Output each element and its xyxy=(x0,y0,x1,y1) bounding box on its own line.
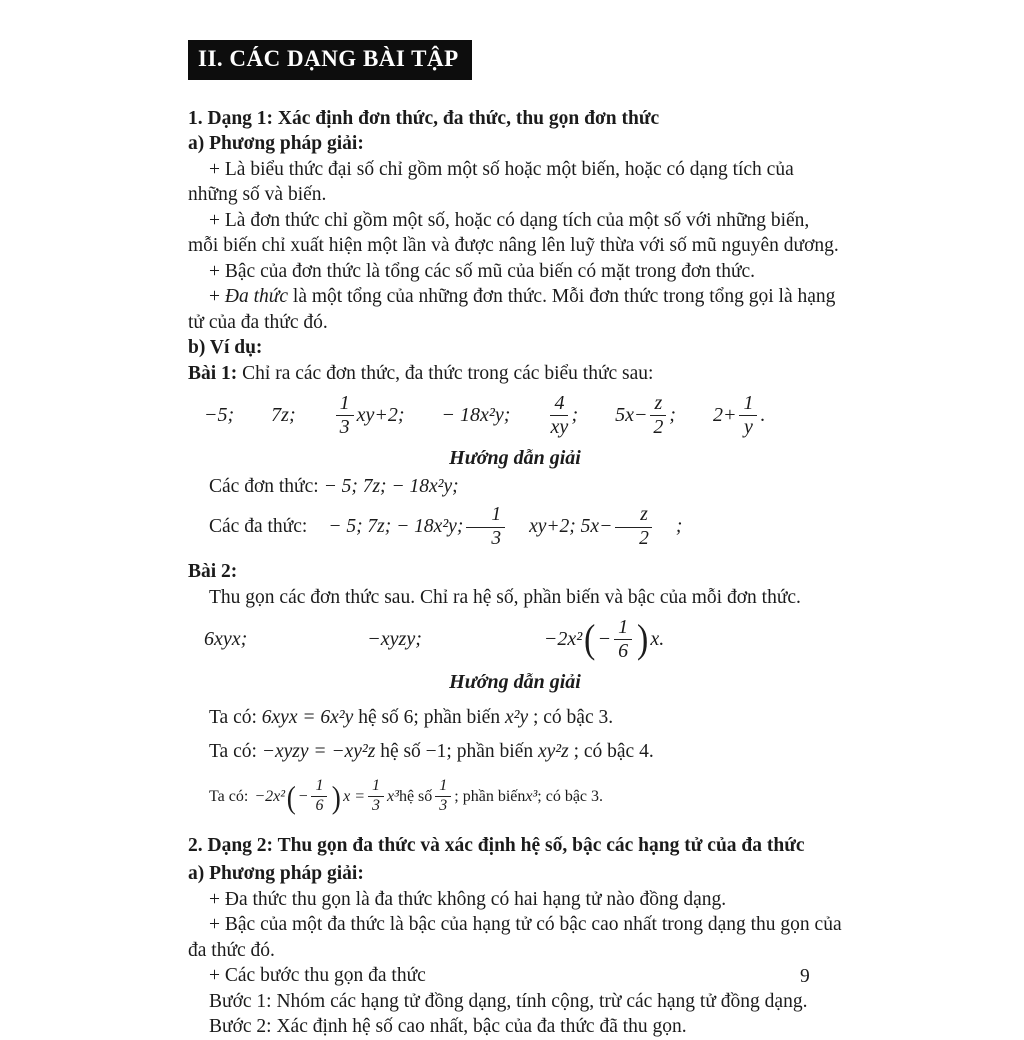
bai2-statement: Thu gọn các đơn thức sau. Chỉ ra hệ số, phần biến và bậc của mỗi đơn thức. xyxy=(209,586,801,608)
fraction-1-6: $\frac{1}{6}$ xyxy=(311,778,327,815)
bullet-plus: + xyxy=(209,286,225,308)
fraction-1-3: $\frac{1}{3}$ xyxy=(435,778,451,815)
dang1-example-heading: b) Ví dụ: xyxy=(188,337,263,359)
expression-7z: 7z; xyxy=(271,403,296,426)
dang2-bullet-1: + Đa thức thu gọn là đa thức không có hai hạng tử nào đồng dạng. xyxy=(209,888,727,910)
expression-2x2-frac: −2x² ( − $\frac{1}{6}$ ) x. xyxy=(543,615,665,662)
dang2-bullet-2: + Bậc của một đa thức là bậc của hạng tử có bậc cao nhất trong dạng thu gọn của đa thức đó. xyxy=(188,914,842,961)
dang2-bullet-3: + Các bước thu gọn đa thức xyxy=(209,965,426,987)
fraction-z-2: $\frac{z}{2}$ xyxy=(650,393,666,438)
bai2-expressions xyxy=(188,612,842,666)
fraction-1-y: $\frac{1}{y}$ xyxy=(739,393,757,438)
term-da-thuc: Đa thức xyxy=(224,286,289,308)
expression-minus5: −5; xyxy=(204,403,235,426)
bai2-solution-line-3: Ta có: −2x² ( − $\frac{1}{6}$ ) x = $\frac{1}{3}$ x³ hệ số $\frac{1}{3}$ ; phần biến x³ ; có bậc 3. xyxy=(209,777,604,815)
dang2-title: 2. Dạng 2: Thu gọn đa thức và xác định hệ số, bậc các hạng tử của đa thức xyxy=(188,834,805,856)
bai2-solution-line-2: Ta có: −xyzy = −xy²z hệ số −1; phần biến xy²z ; có bậc 4. xyxy=(209,741,654,763)
section-banner-title: II. CÁC DẠNG BÀI TẬP xyxy=(198,46,459,71)
bai2-solution-line-1: Ta có: 6xyx = 6x²y hệ số 6; phần biến x²y ; có bậc 3. xyxy=(209,706,614,728)
dang2-method-heading: a) Phương pháp giải: xyxy=(188,863,364,885)
fraction-1-6: $\frac{1}{6}$ xyxy=(614,617,632,662)
bai1-polynomials-line: Các đa thức: − 5; 7z; − 18x²y; $\frac{1}{3}$ xy+2; 5x− $\frac{z}{2}$ ; xyxy=(209,504,683,549)
dang1-method-heading: a) Phương pháp giải: xyxy=(188,133,364,155)
fraction-1-3: $\frac{1}{3}$ xyxy=(466,505,505,549)
expression-xyzy: −xyzy; xyxy=(367,627,422,650)
bai2-label: Bài 2: xyxy=(188,561,238,583)
expression-5x-z2: 5x− $\frac{z}{2}$ ; xyxy=(615,391,676,438)
dang2-step-2: Bước 2: Xác định hệ số cao nhất, bậc của đa thức đã thu gọn. xyxy=(209,1016,687,1038)
fraction-1-3: $\frac{1}{3}$ xyxy=(368,778,384,815)
expression-2-plus-1y: 2+ $\frac{1}{y}$ . xyxy=(712,391,766,438)
expression-18x2y: − 18x²y; xyxy=(441,403,511,426)
fraction-1-3: $\frac{1}{3}$ xyxy=(336,393,354,438)
dang1-bullet-4 xyxy=(188,284,842,335)
expression-third-xy: $\frac{1}{3}$ xy+2; xyxy=(333,393,405,438)
monomials-math: − 5; 7z; − 18x²y; xyxy=(318,475,459,497)
page-number: 9 xyxy=(800,966,810,987)
bai1-solution-heading: Hướng dẫn giải xyxy=(449,447,581,470)
dang1-bullet-2: + Là đơn thức chỉ gồm một số, hoặc có dạng tích của một số với những biến, mỗi biến chỉ xuất hiện một lần và được nâng lên luỹ thừa với số mũ nguyên dương. xyxy=(188,209,839,257)
bai1-monomials-line: Các đơn thức: − 5; 7z; − 18x²y; xyxy=(209,475,459,497)
dang1-bullet-3: + Bậc của đơn thức là tổng các số mũ của biến có mặt trong đơn thức. xyxy=(209,260,756,282)
expression-4-over-xy: $\frac{4}{xy}$ ; xyxy=(550,391,579,438)
bai1-statement: Bài 1: Chỉ ra các đơn thức, đa thức trong các biểu thức sau: xyxy=(188,362,654,384)
fraction-z-2: $\frac{z}{2}$ xyxy=(615,505,652,549)
dang1-title: 1. Dạng 1: Xác định đơn thức, đa thức, thu gọn đơn thức xyxy=(188,107,660,129)
page-content xyxy=(188,40,842,1040)
bai2-solution-heading: Hướng dẫn giải xyxy=(449,671,581,694)
fraction-4-xy: $\frac{4}{xy}$ xyxy=(550,391,569,438)
dang2-step-1: Bước 1: Nhóm các hạng tử đồng dạng, tính cộng, trừ các hạng tử đồng dạng. xyxy=(209,990,808,1012)
dang1-bullet-1: + Là biểu thức đại số chỉ gồm một số hoặc một biến, hoặc có dạng tích của những số và biến. xyxy=(188,158,794,206)
bullet-rest: là một tổng của những đơn thức. Mỗi đơn thức trong tổng gọi là hạng tử của đa thức đó. xyxy=(188,286,836,333)
section-banner xyxy=(188,40,472,80)
bai1-expressions xyxy=(188,388,842,442)
expression-6xyx: 6xyx; xyxy=(204,627,248,650)
bai1-label: Bài 1: xyxy=(188,362,238,384)
